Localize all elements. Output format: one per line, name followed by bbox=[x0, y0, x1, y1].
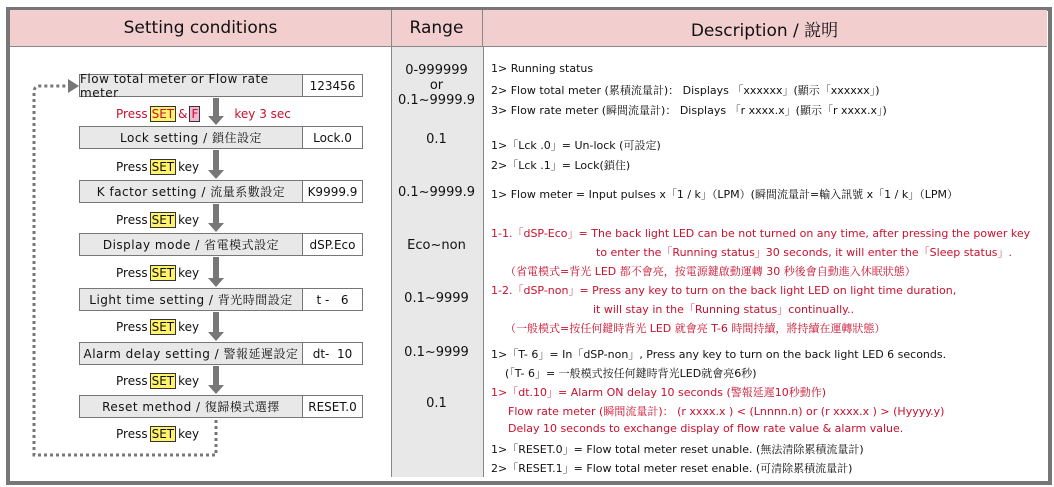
set-key: SET bbox=[151, 320, 175, 334]
value-reset-method: RESET.0 bbox=[302, 395, 363, 418]
value-k-factor: K9999.9 bbox=[302, 180, 363, 203]
header-description: Description / 說明 bbox=[482, 10, 1047, 47]
divider bbox=[482, 10, 483, 47]
header-setting-conditions: Setting conditions bbox=[10, 10, 391, 47]
key-text: key bbox=[178, 320, 200, 334]
value-light-time: t - 6 bbox=[302, 288, 363, 311]
setting-reset-method: Reset method / 復歸模式選擇 bbox=[79, 395, 303, 418]
key-text: key bbox=[178, 160, 200, 174]
key-3-sec-text: key 3 sec bbox=[234, 107, 291, 121]
range-alarm-delay: 0.1~9999 bbox=[404, 345, 469, 360]
desc-line: to enter the「Running status」30 seconds, it will enter the「Sleep status」. bbox=[596, 246, 1013, 259]
press-set-instruction bbox=[116, 159, 199, 175]
desc-line: 1>「RESET.0」= Flow total meter reset unable. (無法清除累積流量計) bbox=[491, 443, 864, 456]
desc-line: 1> Running status bbox=[491, 62, 594, 75]
desc-line: it will stay in the「Running status」continually.. bbox=[593, 303, 855, 316]
desc-line: 2> Flow total meter (累積流量計)： Displays 「xxxxxx」(顯示「xxxxxx」) bbox=[491, 84, 880, 97]
press-set-f-instruction bbox=[116, 106, 291, 122]
press-set-instruction bbox=[116, 373, 199, 389]
press-text: Press bbox=[116, 107, 148, 121]
press-text: Press bbox=[116, 266, 148, 280]
value-alarm-delay: dt- 10 bbox=[302, 342, 363, 365]
range-reset: 0.1 bbox=[426, 396, 447, 411]
header-range: Range bbox=[391, 10, 482, 47]
press-text: Press bbox=[116, 320, 148, 334]
desc-line: （省電模式=背光 LED 都不會亮，按電源鍵啟動運轉 30 秒後會自動進入休眠狀態） bbox=[505, 265, 916, 278]
value-flow-meter: 123456 bbox=[302, 74, 363, 97]
desc-line: Delay 10 seconds to exchange display of flow rate value & alarm value. bbox=[508, 422, 904, 435]
setting-display-mode: Display mode / 省電模式設定 bbox=[79, 233, 303, 256]
press-set-instruction bbox=[116, 212, 199, 228]
desc-line: Flow rate meter (瞬間流量計)： (r xxxx.x ) < (Lnnnn.n) or (r xxxx.x ) > (Hyyyy.y) bbox=[508, 405, 945, 418]
desc-line: 2>「RESET.1」= Flow total meter reset enable. (可清除累積流量計) bbox=[491, 462, 853, 475]
down-arrow-icon bbox=[208, 257, 224, 288]
set-key: SET bbox=[151, 160, 175, 174]
press-text: Press bbox=[116, 427, 148, 441]
down-arrow-icon bbox=[208, 150, 224, 180]
f-key: F bbox=[191, 107, 199, 121]
range-k-factor: 0.1~9999.9 bbox=[397, 185, 476, 200]
range-display-mode: Eco~non bbox=[407, 238, 466, 253]
key-text: key bbox=[178, 266, 200, 280]
desc-line: (「T- 6」= 一般模式按任何鍵時背光LED就會亮6秒) bbox=[505, 367, 757, 380]
press-set-instruction bbox=[116, 265, 199, 281]
desc-line: 1>「dt.10」= Alarm ON delay 10 seconds (警報延遲10秒動作) bbox=[491, 386, 827, 399]
desc-line: 1-2.「dSP-non」= Press any key to turn on the back light LED on light time duration, bbox=[491, 284, 957, 297]
press-set-instruction bbox=[116, 319, 199, 335]
press-text: Press bbox=[116, 213, 148, 227]
amp-text: & bbox=[178, 107, 188, 121]
setting-alarm-delay: Alarm delay setting / 警報延遲設定 bbox=[79, 342, 303, 365]
set-key: SET bbox=[151, 213, 175, 227]
setting-k-factor: K factor setting / 流量系數設定 bbox=[79, 180, 303, 203]
range-lock: 0.1 bbox=[426, 132, 447, 147]
range-flow-rate: 0.1~9999.9 bbox=[397, 93, 476, 108]
value-lock: Lock.0 bbox=[302, 126, 363, 149]
down-arrow-icon bbox=[208, 312, 224, 342]
setting-lock: Lock setting / 鎖住設定 bbox=[79, 126, 303, 149]
set-key: SET bbox=[151, 266, 175, 280]
press-set-instruction bbox=[116, 426, 199, 442]
press-text: Press bbox=[116, 160, 148, 174]
desc-line: 3> Flow rate meter (瞬間流量計)： Displays 「r xxxx.x」(顯示「r xxxx.x」) bbox=[491, 104, 887, 117]
setting-flow-meter: Flow total meter or Flow rate meter bbox=[79, 74, 303, 97]
desc-line: 1-1.「dSP-Eco」= The back light LED can be not turned on any time, after pressing the power key bbox=[491, 227, 1031, 240]
key-text: key bbox=[178, 213, 200, 227]
set-key: SET bbox=[151, 374, 175, 388]
setting-light-time: Light time setting / 背光時間設定 bbox=[79, 288, 303, 311]
key-text: key bbox=[178, 374, 200, 388]
desc-line: 1>「Lck .0」= Un-lock (可設定) bbox=[491, 139, 661, 152]
press-text: Press bbox=[116, 374, 148, 388]
desc-line: （一般模式=按任何鍵時背光 LED 就會亮 T-6 時間持續，將持續在運轉狀態） bbox=[505, 322, 886, 335]
set-key: SET bbox=[151, 427, 175, 441]
down-arrow-icon bbox=[208, 204, 224, 233]
down-arrow-icon bbox=[208, 366, 224, 395]
desc-line: 2>「Lck .1」= Lock(鎖住) bbox=[491, 159, 631, 172]
value-display-mode: dSP.Eco bbox=[302, 233, 363, 256]
range-or: or bbox=[429, 78, 444, 93]
range-flow: 0-999999 bbox=[405, 63, 468, 78]
set-key: SET bbox=[151, 107, 175, 121]
key-text: key bbox=[178, 427, 200, 441]
desc-line: 1> Flow meter = Input pulses x「1 / k」（LPM）(瞬間流量計=輸入訊號 x「1 / k」（LPM） bbox=[491, 188, 958, 201]
desc-line: 1>「T- 6」= In「dSP-non」, Press any key to turn on the back light LED 6 seconds. bbox=[491, 348, 947, 361]
range-light-time: 0.1~9999 bbox=[404, 291, 469, 306]
